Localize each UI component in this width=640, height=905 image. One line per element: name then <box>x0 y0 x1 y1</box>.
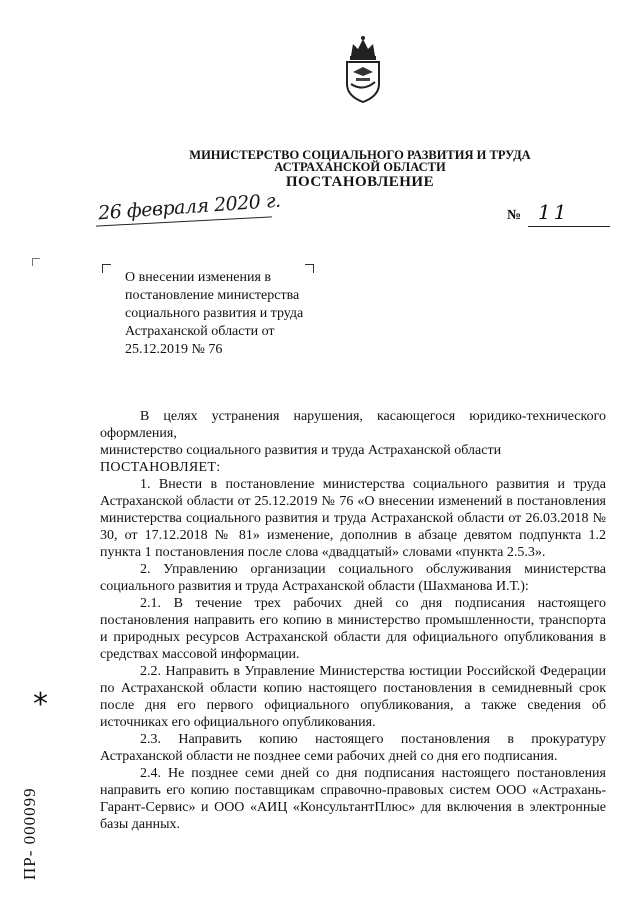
handwritten-date: 26 февраля 2020 г. <box>97 189 282 225</box>
number-label: № <box>507 208 522 223</box>
corner-mark <box>102 264 111 273</box>
document-type: ПОСТАНОВЛЕНИЕ <box>285 174 435 190</box>
preamble: В целях устранения нарушения, касающегося юридико-технического оформления, <box>100 409 606 441</box>
document-subject <box>125 269 325 359</box>
subject-line: Астраханской области от <box>125 324 275 339</box>
paragraph: 2. Управлению организации социального обслуживания министерства социального развития и труда Астраханской области (Шахманова И.Т.): <box>100 562 606 594</box>
subject-line: 25.12.2019 № 76 <box>125 342 223 357</box>
registry-stamp: ПР- 000099 <box>20 787 39 880</box>
paragraph: 1. Внести в постановление министерства социального развития и труда Астраханской области от 25.12.2019 № 76 «О внесении изменений в постановления министерства социального развития и труда Астраханской области от 26.03.2018 № 30, от 17.12.2018 № 81» изменение, дополнив в абзаце девятом подпункта 1.2 пункта 1 постановления после слова «двадцатый» словами «пункта 2.5.3». <box>100 477 606 560</box>
handwritten-number: 11 <box>538 200 570 224</box>
number-underline <box>528 226 610 227</box>
ministry-region: АСТРАХАНСКОЙ ОБЛАСТИ <box>274 160 446 174</box>
decree-word: ПОСТАНОВЛЯЕТ: <box>100 460 221 475</box>
subject-line: О внесении изменения в <box>125 270 271 285</box>
corner-mark <box>32 258 40 266</box>
paragraph: 2.3. Направить копию настоящего постановления в прокуратуру Астраханской области не позднее семи рабочих дней со дня его подписания. <box>100 732 606 764</box>
paragraph: 2.4. Не позднее семи дней со дня подписания настоящего постановления направить его копию поставщикам справочно-правовых систем ООО «Астрахань-Гарант-Сервис» и ООО «АИЦ «КонсультантПлюс» для включения в электронные базы данных. <box>100 766 606 832</box>
subject-line: постановление министерства <box>125 288 300 303</box>
coat-of-arms-icon <box>341 34 385 104</box>
preamble-subject: министерство социального развития и труда Астраханской области <box>100 443 502 458</box>
paragraph: 2.2. Направить в Управление Министерства юстиции Российской Федерации по Астраханской области копию настоящего постановления в семидневный срок после дня его первого официального опубликования, а также сведения об источниках его официального опубликования. <box>100 664 606 730</box>
margin-star: * <box>33 687 48 722</box>
ministry-name: МИНИСТЕРСТВО СОЦИАЛЬНОГО РАЗВИТИЯ И ТРУДА <box>189 148 531 162</box>
subject-line: социального развития и труда <box>125 306 304 321</box>
paragraph: 2.1. В течение трех рабочих дней со дня подписания настоящего постановления направить его копию в министерство промышленности, транспорта и природных ресурсов Астраханской области для официального опубликования в средствах массовой информации. <box>100 596 606 662</box>
document-body <box>100 408 606 833</box>
